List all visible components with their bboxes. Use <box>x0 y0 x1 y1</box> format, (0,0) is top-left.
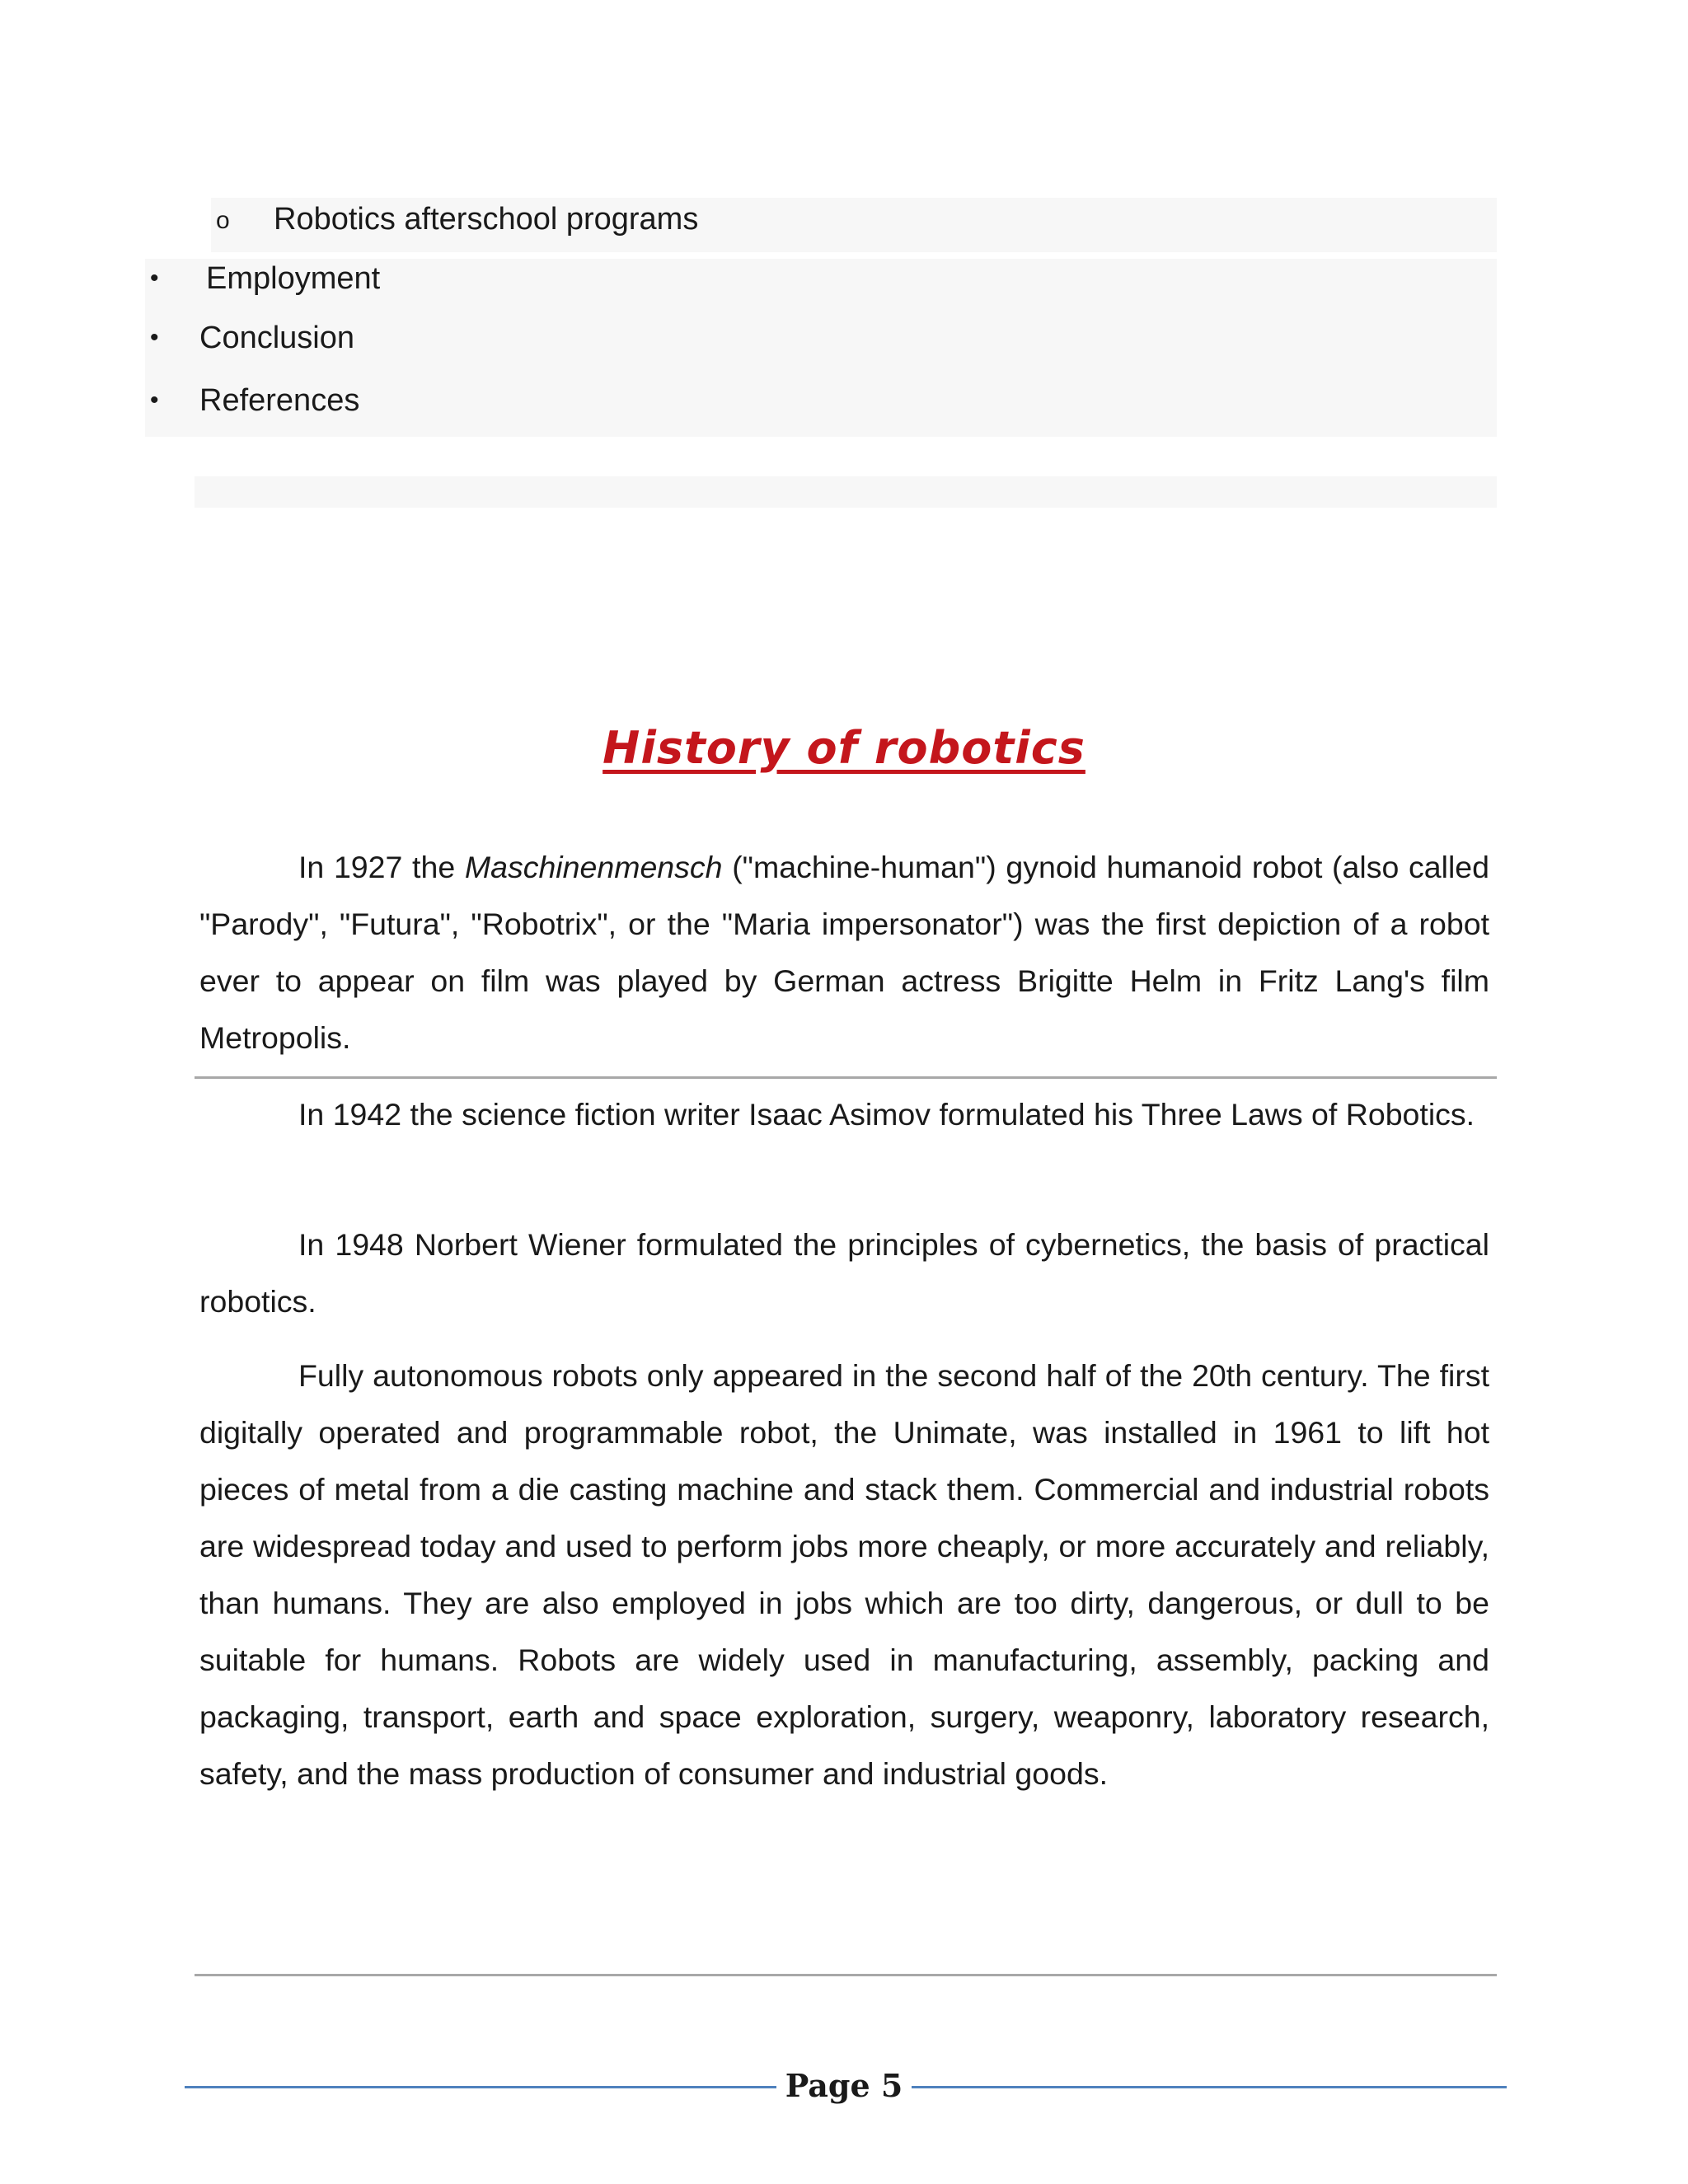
toc-item-references[interactable]: References <box>199 383 360 418</box>
paragraph-1948 <box>199 1216 1489 1330</box>
p1-italic-term: Maschinenmensch <box>464 850 723 884</box>
p1-text-before: In 1927 the <box>298 850 465 884</box>
toc-bullet-marker: • <box>150 387 159 414</box>
p4-text: Fully autonomous robots only appeared in the second half of the 20th century. The first digitally operated and programmable robot, the Unimate, was installed in 1961 to lift hot pieces of metal from a die casting machine and stack them. Commercial and industrial robots are widespread today and used to perform jobs more cheaply, or more accurately and reliably, than humans. They are also employed in jobs which are too dirty, dangerous, or dull to be suitable for humans. Robots are widely used in manufacturing, assembly, packing and packaging, transport, earth and space exploration, surgery, weaponry, laboratory research, safety, and the mass production of consumer and industrial goods. <box>199 1358 1489 1791</box>
paragraph-autonomous-robots <box>199 1347 1489 1802</box>
page-number: Page 5 <box>785 2067 903 2104</box>
p2-text: In 1942 the science fiction writer Isaac Asimov formulated his Three Laws of Robotics. <box>298 1097 1475 1132</box>
p3-text: In 1948 Norbert Wiener formulated the principles of cybernetics, the basis of practical robotics. <box>199 1227 1489 1319</box>
toc-item-conclusion[interactable]: Conclusion <box>199 321 354 355</box>
toc-item-employment[interactable]: Employment <box>206 261 381 296</box>
section-title: History of robotics <box>603 722 1085 774</box>
paragraph-1927 <box>199 839 1489 1066</box>
bottom-divider-rule <box>195 1974 1497 1976</box>
toc-bullet-marker: • <box>150 265 159 292</box>
toc-sub-bullet-marker: o <box>216 207 230 234</box>
divider-rule <box>195 1076 1497 1079</box>
p1-text-after: ("machine-human") gynoid humanoid robot (also called "Parody", "Futura", "Robotrix", or the "Maria impersonator") was the first depiction of a robot ever to appear on film was played by German actress Brigitte Helm in Fritz Lang's film Metropolis. <box>199 850 1489 1055</box>
toc-item-robotics-afterschool[interactable]: Robotics afterschool programs <box>274 202 699 237</box>
paragraph-1942 <box>199 1086 1489 1143</box>
toc-shade-empty <box>195 476 1497 508</box>
toc-bullet-marker: • <box>150 324 159 351</box>
